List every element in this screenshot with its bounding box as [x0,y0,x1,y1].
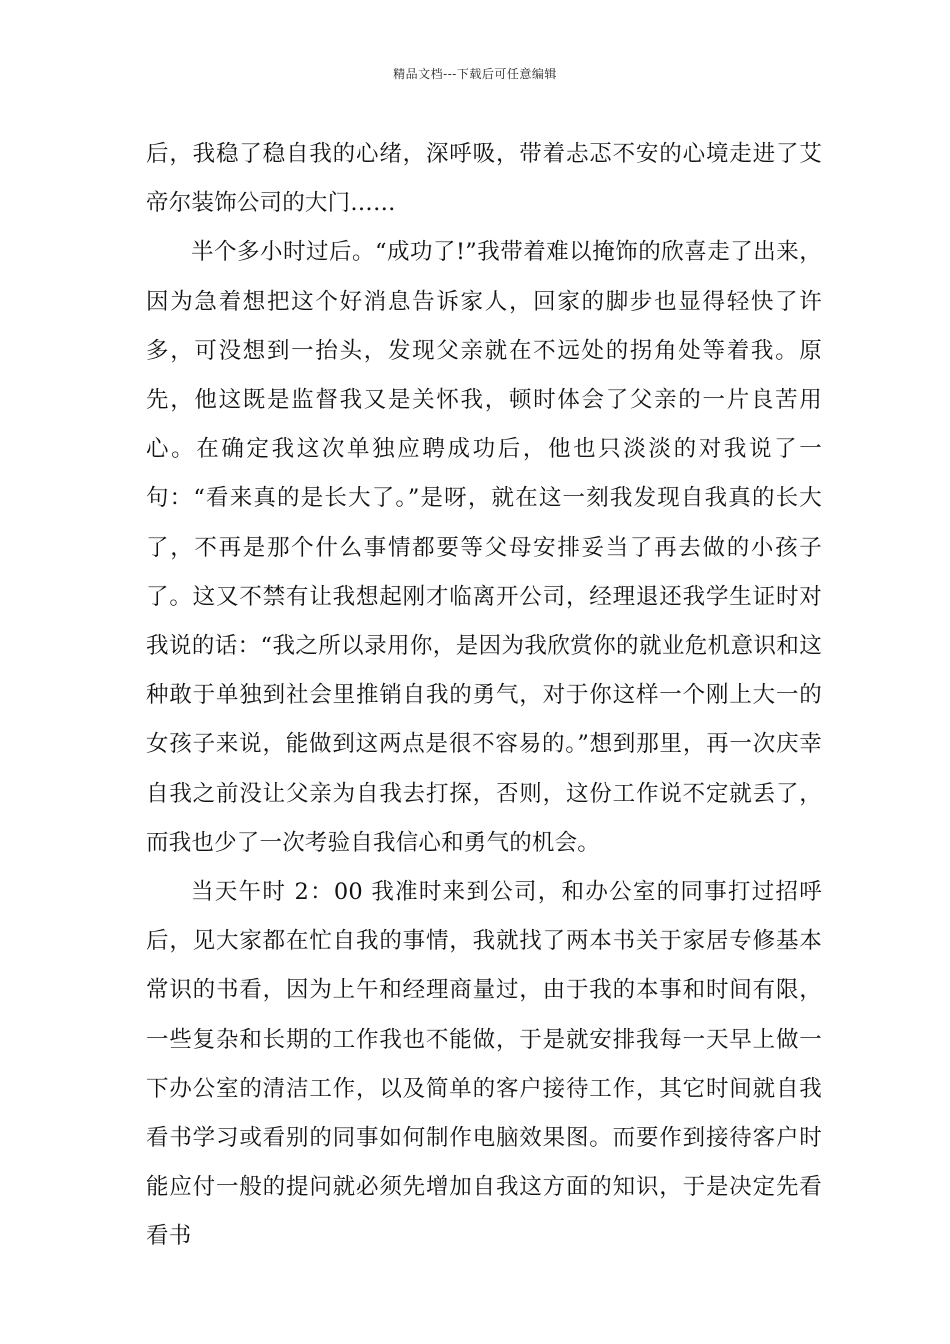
page-header: 精品文档---下载后可任意编辑 [393,67,557,81]
paragraph-2: 半个多小时过后。“成功了!”我带着难以掩饰的欣喜走了出来，因为急着想把这个好消息告诉家人，回家的脚步也显得轻快了许多，可没想到一抬头，发现父亲就在不远处的拐角处等着我。原先，他这既是监督我又是关怀我，顿时体会了父亲的一片良苦用心。在确定我这次单独应聘成功后，他也只淡淡的对我说了一句：“看来真的是长大了。”是呀，就在这一刻我发现自我真的长大了，不再是那个什么事情都要等父母安排妥当了再去做的小孩子了。这又不禁有让我想起刚才临离开公司，经理退还我学生证时对我说的话：“我之所以录用你，是因为我欣赏你的就业危机意识和这种敢于单独到社会里推销自我的勇气，对于你这样一个刚上大一的女孩子来说，能做到这两点是很不容易的。”想到那里，再一次庆幸自我之前没让父亲为自我去打探，否则，这份工作说不定就丢了，而我也少了一次考验自我信心和勇气的机会。 [146,239,822,856]
paragraph-3: 当天午时 2：00 我准时来到公司，和办公室的同事打过招呼后，见大家都在忙自我的事情，我就找了两本书关于家居专修基本常识的书看，因为上午和经理商量过，由于我的本事和时间有限，一些复杂和长期的工作我也不能做，于是就安排我每一天早上做一下办公室的清洁工作，以及简单的客户接待工作，其它时间就自我看书学习或看别的同事如何制作电脑效果图。而要作到接待客户时能应付一般的提问就必须先增加自我这方面的知识，于是决定先看看书 [146,879,822,1250]
document-body [146,130,822,1262]
paragraph-1: 后，我稳了稳自我的心绪，深呼吸，带着忐忑不安的心境走进了艾帝尔装饰公司的大门…… [146,141,822,217]
